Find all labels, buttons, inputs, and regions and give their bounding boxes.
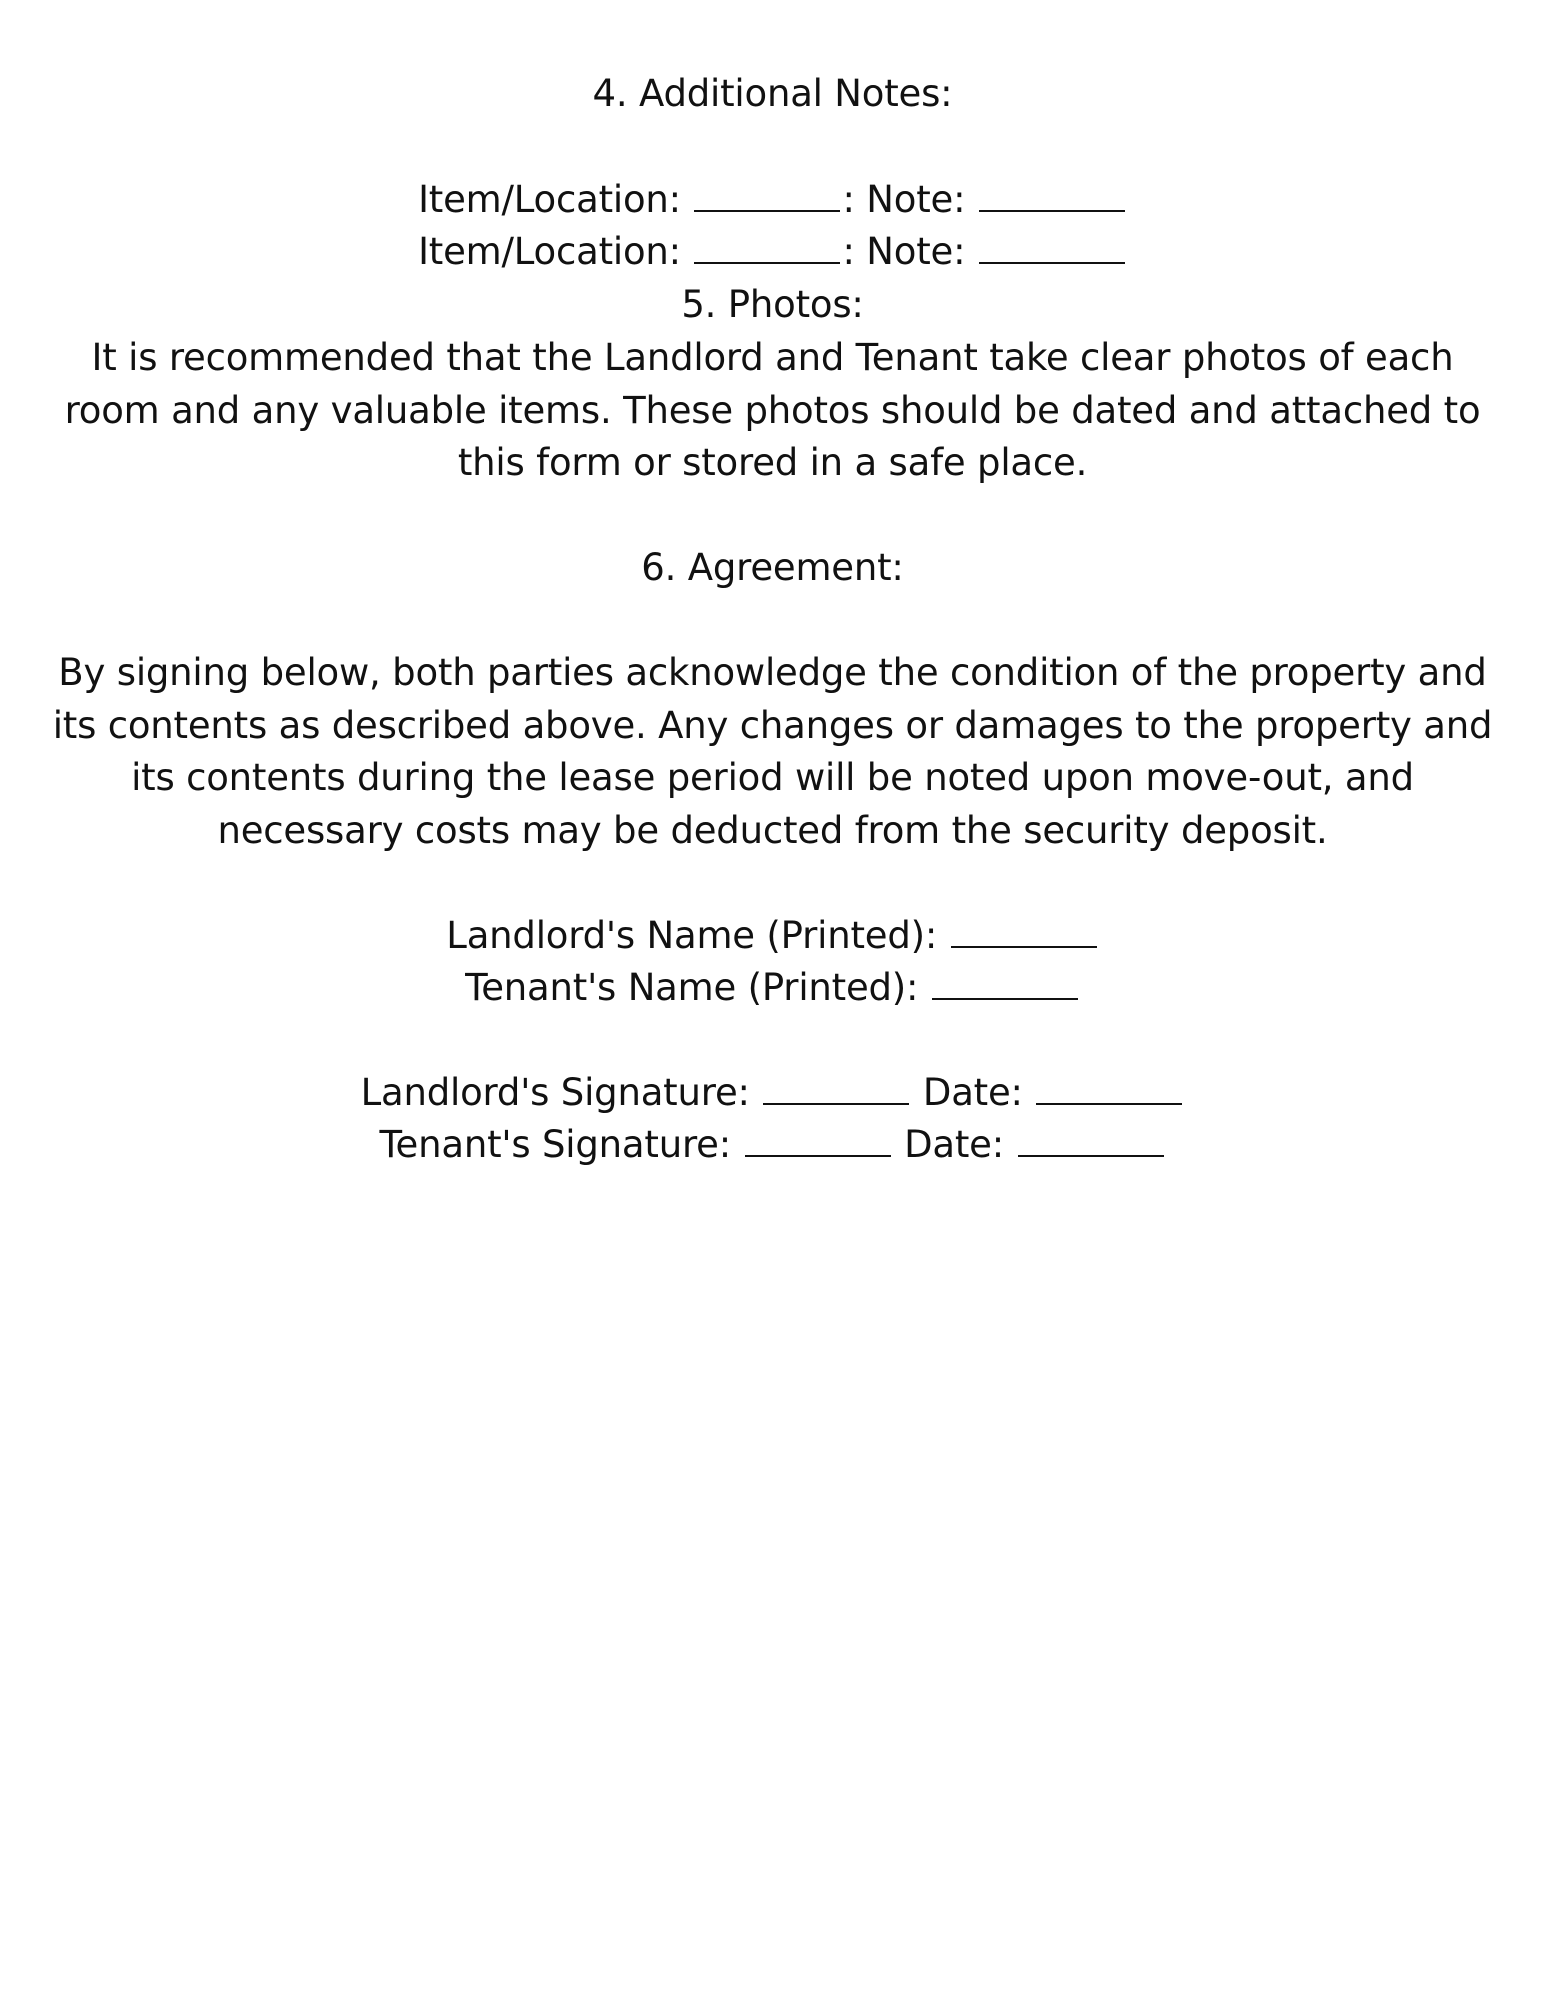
note-row-2 [0,226,1545,278]
tenant-name-label: Tenant's Name (Printed): [465,966,919,1009]
item-location-label: Item/Location: [418,230,681,273]
tenant-date-blank[interactable] [1018,1119,1164,1157]
note-row-1 [0,174,1545,226]
agreement-heading: 6. Agreement: [641,546,904,589]
tenant-signature-row [0,1119,1545,1171]
landlord-signature-blank[interactable] [763,1067,909,1105]
item-location-label: Item/Location: [418,178,681,221]
item-location-blank[interactable] [694,226,840,264]
tenant-signature-blank[interactable] [745,1119,891,1157]
agreement-paragraph: By signing below, both parties acknowledge the condition of the property and its contents as described above. Any changes or damages to the property and its contents during the lease period will be noted upon move-out, and necessary costs may be deducted from the security deposit. [52,651,1493,852]
landlord-date-label: Date: [922,1071,1023,1114]
note-blank[interactable] [979,174,1125,212]
photos-paragraph: It is recommended that the Landlord and Tenant take clear photos of each room and any valuable items. These photos should be dated and attached to this form or stored in a safe place. [64,336,1481,485]
item-location-blank[interactable] [694,174,840,212]
additional-notes-heading: 4. Additional Notes: [592,72,953,115]
tenant-signature-label: Tenant's Signature: [379,1123,731,1166]
landlord-name-blank[interactable] [951,910,1097,948]
landlord-name-label: Landlord's Name (Printed): [446,914,938,957]
landlord-name-row [0,910,1545,962]
note-label: : Note: [842,230,966,273]
landlord-signature-row [0,1067,1545,1119]
note-label: : Note: [842,178,966,221]
photos-heading: 5. Photos: [681,283,864,326]
landlord-signature-label: Landlord's Signature: [360,1071,750,1114]
landlord-date-blank[interactable] [1036,1067,1182,1105]
tenant-name-row [0,962,1545,1014]
note-blank[interactable] [979,226,1125,264]
tenant-name-blank[interactable] [932,962,1078,1000]
tenant-date-label: Date: [904,1123,1004,1166]
